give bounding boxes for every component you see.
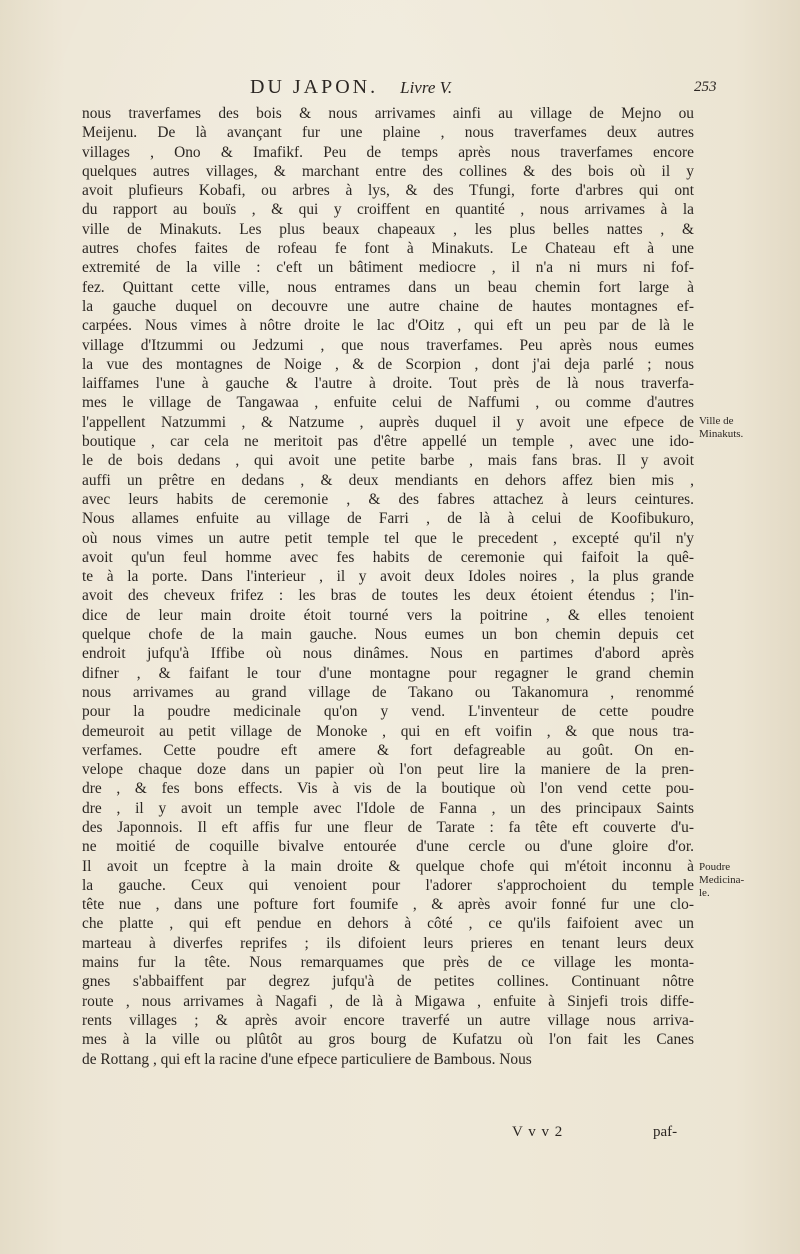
text-line: rents villages ; & après avoir encore traverfé un autre village nous arriva- bbox=[82, 1011, 694, 1029]
text-line: le de bois dedans , qui avoit une petite barbe , mais fans bras. Il y avoit bbox=[82, 452, 694, 470]
text-line: quelques autres villages, & marchant entre des collines & des bois où il y bbox=[82, 162, 694, 180]
text-line: velope chaque doze dans un papier où l'on peut lire la maniere de la pren- bbox=[82, 761, 694, 779]
margin-note-line: Poudre bbox=[699, 861, 731, 873]
text-line: endroit jufqu'à Iffibe où nous dinâmes. Nous en partimes d'abord après bbox=[82, 645, 694, 663]
text-line: marteau à diverfes reprifes ; ils difoient leurs prieres en tenant leurs deux bbox=[82, 934, 694, 952]
text-line: de Rottang , qui eft la racine d'une efpece particuliere de Bambous. Nous bbox=[82, 1050, 532, 1068]
text-line: che platte , qui eft pendue en dehors à côté , ce qu'ils faifoient avec un bbox=[82, 915, 694, 933]
text-line: où nous vimes un autre petit temple tel que le precedent , excepté qu'il n'y bbox=[82, 529, 694, 547]
page-number: 253 bbox=[694, 79, 717, 95]
text-line: carpées. Nous vimes à nôtre droite le lac d'Oitz , qui eft un peu par de là le bbox=[82, 317, 694, 335]
margin-note-line: Medicina- bbox=[699, 874, 745, 886]
text-line: ne moitié de coquille bivalve entourée d'une cercle ou d'une gloire d'or. bbox=[82, 838, 694, 856]
text-line: difner , & faifant le tour d'une montagne pour regagner le grand chemin bbox=[82, 664, 694, 682]
text-line: nous arrivames au grand village de Takano ou Takanomura , renommé bbox=[82, 683, 694, 701]
text-line: ville de Minakuts. Les plus beaux chapeaux , les plus belles nattes , & bbox=[82, 220, 694, 238]
text-line: Il avoit un fceptre à la main droite & quelque chofe qui m'étoit inconnu à bbox=[82, 857, 694, 875]
text-line: pour la poudre medicinale qu'on y vend. L'inventeur de cette poudre bbox=[82, 703, 694, 721]
text-line: Nous allames enfuite au village de Farri , de là à celui de Koofibukuro, bbox=[82, 510, 694, 528]
text-line: tête nue , dans une pofture fort foumife , & après avoir fonné fur une clo- bbox=[82, 896, 694, 914]
text-line: autres chofes faites de rofeau fe font à Minakuts. Le Chateau eft à une bbox=[82, 240, 694, 258]
text-line: village d'Itzummi ou Jedzumi , que nous traverfames. Peu après nous eumes bbox=[82, 336, 694, 354]
text-line: nous traverfames des bois & nous arrivames ainfi au village de Mejno ou bbox=[82, 105, 694, 122]
margin-note-line: le. bbox=[699, 887, 710, 899]
text-line: dice de leur main droite étoit tourné vers la poitrine , & elles tenoient bbox=[82, 606, 694, 624]
text-line: gnes s'abbaiffent par degrez jufqu'à de petites collines. Continuant nôtre bbox=[82, 973, 694, 991]
margin-note-line: Minakuts. bbox=[699, 428, 744, 440]
text-line: route , nous arrivames à Nagafi , de là à Migawa , enfuite à Sinjefi trois diffe- bbox=[82, 992, 694, 1010]
text-line: Meijenu. De là avançant fur une plaine , nous traverfames deux autres bbox=[82, 124, 694, 142]
text-line: villages , Ono & Imafikf. Peu de temps après nous traverfames encore bbox=[82, 143, 694, 161]
running-head bbox=[250, 76, 550, 99]
text-line: la gauche duquel on decouvre une autre chaine de hautes montagnes ef- bbox=[82, 297, 694, 315]
text-line: quelque chofe de la main gauche. Nous eumes un bon chemin depuis cet bbox=[82, 626, 694, 644]
text-line: mains fur la tête. Nous remarquames que près de ce village les monta- bbox=[82, 954, 694, 972]
text-line: avoit qu'un feul homme avec fes habits de ceremonie qui faifoit la quê- bbox=[82, 548, 694, 566]
text-line: boutique , car cela ne meritoit pas d'être appellé un temple , avec une ido- bbox=[82, 433, 694, 451]
text-line: dre , & fes bons effects. Vis à vis de la boutique où l'on vend cette pou- bbox=[82, 780, 694, 798]
running-title: DU JAPON. bbox=[250, 76, 379, 98]
text-line: avoit des cheveux frifez : les bras de toutes les deux étoient étendus ; l'in- bbox=[82, 587, 694, 605]
text-line: auffi un prêtre en dedans , & deux mendiants en dehors affez bien mis , bbox=[82, 471, 694, 489]
body-text bbox=[82, 104, 694, 1069]
catchword: paf- bbox=[653, 1124, 678, 1140]
margin-note-line: Ville de bbox=[699, 415, 734, 427]
text-line: l'appellent Natzummi , & Natzume , auprès duquel il y avoit une efpece de bbox=[82, 413, 694, 431]
text-line: mes le village de Tangawaa , enfuite celui de Naffumi , ou comme d'autres bbox=[82, 394, 694, 412]
text-line: la gauche. Ceux qui venoient pour l'adorer s'approchoient du temple bbox=[82, 876, 694, 894]
text-line: extremité de la ville : c'eft un bâtiment mediocre , il n'a ni murs ni fof- bbox=[82, 259, 694, 277]
margin-note-poudre bbox=[699, 861, 769, 900]
book-number: Livre V. bbox=[400, 78, 453, 97]
text-line: fez. Quittant cette ville, nous entrames dans un beau chemin fort large à bbox=[82, 278, 694, 296]
text-line: laiffames l'une à gauche & l'autre à droite. Tout près de là nous traverfa- bbox=[82, 375, 694, 393]
text-line: verfames. Cette poudre eft amere & fort defagreable au goût. On en- bbox=[82, 741, 694, 759]
margin-note-minakuts bbox=[699, 415, 769, 441]
text-line: demeuroit au petit village de Monoke , qui en eft voifin , & que nous tra- bbox=[82, 722, 694, 740]
text-line: du rapport au bouïs , & qui y croiffent en quantité , nous arrivames à la bbox=[82, 201, 694, 219]
text-line: avoit plufieurs Kobafi, ou arbres à lys, & des Tfungi, forte d'arbres qui ont bbox=[82, 182, 694, 200]
text-line: dre , il y avoit un temple avec l'Idole de Fanna , un des principaux Saints bbox=[82, 799, 694, 817]
text-line: mes à la ville ou plûtôt au gros bourg de Kufatzu où l'on fait les Canes bbox=[82, 1031, 694, 1049]
text-line: te à la porte. Dans l'interieur , il y avoit deux Idoles noires , la plus grande bbox=[82, 568, 694, 586]
text-line: la vue des montagnes de Noige , & de Scorpion , dont j'ai deja parlé ; nous bbox=[82, 355, 694, 373]
signature-mark: V v v 2 bbox=[512, 1124, 564, 1140]
text-line: des Japonnois. Il eft affis fur une fleur de Tarate : fa tête eft couverte d'u- bbox=[82, 818, 694, 836]
text-line: avec leurs habits de ceremonie , & des fabres attachez à leurs ceintures. bbox=[82, 490, 694, 508]
